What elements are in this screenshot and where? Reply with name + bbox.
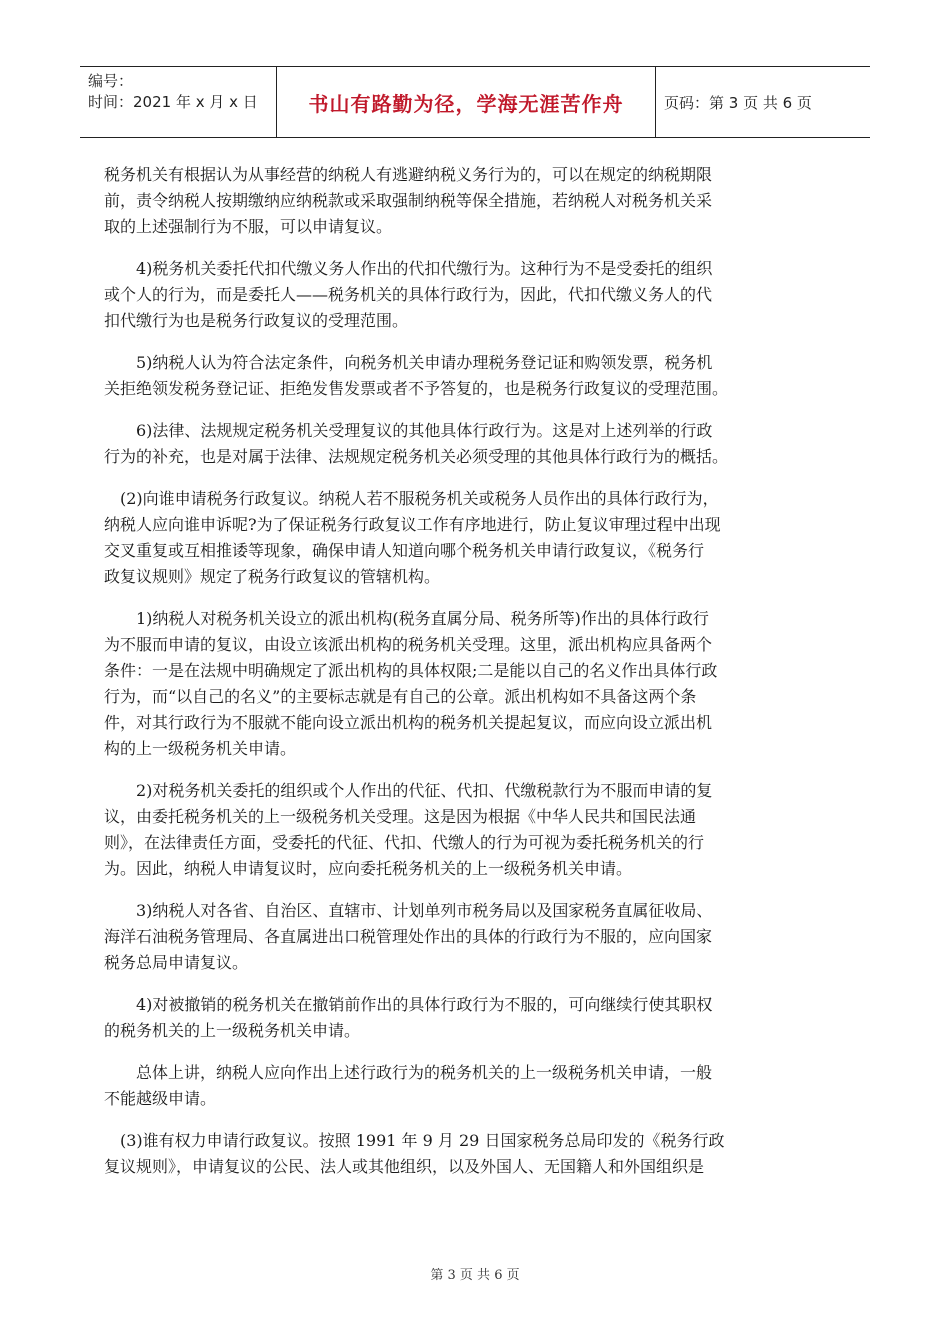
paragraph-line: 海洋石油税务管理局、各直属进出口税管理处作出的具体的行政行为不服的，应向国家	[104, 927, 713, 946]
paragraph	[104, 350, 844, 402]
paragraph-line: 行为，而“以自己的名义”的主要标志就是有自己的公章。派出机构如不具备这两个条	[104, 687, 697, 706]
paragraph-line: 行为的补充，也是对属于法律、法规规定税务机关必须受理的其他具体行政行为的概括。	[104, 447, 729, 466]
page-footer: 第 3 页 共 6 页	[430, 1268, 520, 1283]
paragraph	[104, 256, 844, 334]
paragraph-line: 则》，在法律责任方面，受委托的代征、代扣、代缴人的行为可视为委托税务机关的行	[104, 833, 705, 852]
paragraph-line: (2)向谁申请税务行政复议。纳税人若不服税务机关或税务人员作出的具体行政行为，	[104, 489, 719, 508]
paragraph	[104, 418, 844, 470]
paragraph-line: 复议规则》，申请复议的公民、法人或其他组织，以及外国人、无国籍人和外国组织是	[104, 1157, 705, 1176]
paragraph-line: 的税务机关的上一级税务机关申请。	[104, 1021, 361, 1040]
paragraph-line: 政复议规则》规定了税务行政复议的管辖机构。	[104, 567, 441, 586]
paragraph-line: 税务总局申请复议。	[104, 953, 249, 972]
header-motto: 书山有路勤为径，学海无涯苦作舟	[276, 67, 656, 137]
paragraph-line: 交叉重复或互相推诿等现象，确保申请人知道向哪个税务机关申请行政复议，《税务行	[104, 541, 705, 560]
paragraph	[104, 992, 844, 1044]
header-page-number: 页码：第 3 页 共 6 页	[664, 93, 812, 112]
paragraph	[104, 778, 844, 882]
paragraph-line: 关拒绝领发税务登记证、拒绝发售发票或者不予答复的，也是税务行政复议的受理范围。	[104, 379, 729, 398]
paragraph-line: 4)对被撤销的税务机关在撤销前作出的具体行政行为不服的，可向继续行使其职权	[104, 995, 713, 1014]
paragraph-line: 税务机关有根据认为从事经营的纳税人有逃避纳税义务行为的，可以在规定的纳税期限	[104, 165, 713, 184]
header-meta	[80, 67, 276, 137]
page-header	[80, 66, 870, 138]
paragraph-line: 总体上讲，纳税人应向作出上述行政行为的税务机关的上一级税务机关申请，一般	[104, 1063, 713, 1082]
paragraph-line: 6)法律、法规规定税务机关受理复议的其他具体行政行为。这是对上述列举的行政	[104, 421, 713, 440]
paragraph	[104, 162, 844, 240]
paragraph-line: 1)纳税人对税务机关设立的派出机构(税务直属分局、税务所等)作出的具体行政行	[104, 609, 709, 628]
paragraph	[104, 1128, 844, 1180]
paragraph	[104, 898, 844, 976]
paragraph-line: 不能越级申请。	[104, 1089, 217, 1108]
paragraph	[104, 486, 844, 590]
paragraph-line: 或个人的行为，而是委托人——税务机关的具体行政行为，因此，代扣代缴义务人的代	[104, 285, 713, 304]
paragraph-line: 为不服而申请的复议，由设立该派出机构的税务机关受理。这里，派出机构应具备两个	[104, 635, 713, 654]
number-label: 编号：	[88, 72, 134, 90]
paragraph	[104, 606, 844, 762]
paragraph-line: 件，对其行政行为不服就不能向设立派出机构的税务机关提起复议，而应向设立派出机	[104, 713, 713, 732]
paragraph-line: 扣代缴行为也是税务行政复议的受理范围。	[104, 311, 409, 330]
paragraph-line: 前，责令纳税人按期缴纳应纳税款或采取强制纳税等保全措施，若纳税人对税务机关采	[104, 191, 713, 210]
paragraph-line: 为。因此，纳税人申请复议时，应向委托税务机关的上一级税务机关申请。	[104, 859, 633, 878]
document-body	[104, 162, 844, 1196]
paragraph-line: 构的上一级税务机关申请。	[104, 739, 297, 758]
time-label: 时间：2021 年 x 月 x 日	[88, 93, 258, 111]
paragraph-line: 条件：一是在法规中明确规定了派出机构的具体权限;二是能以自己的名义作出具体行政	[104, 661, 718, 680]
paragraph-line: 2)对税务机关委托的组织或个人作出的代征、代扣、代缴税款行为不服而申请的复	[104, 781, 713, 800]
paragraph-line: 议，由委托税务机关的上一级税务机关受理。这是因为根据《中华人民共和国民法通	[104, 807, 697, 826]
paragraph-line: (3)谁有权力申请行政复议。按照 1991 年 9 月 29 日国家税务总局印发的《税务行政	[104, 1131, 725, 1150]
paragraph	[104, 1060, 844, 1112]
paragraph-line: 4)税务机关委托代扣代缴义务人作出的代扣代缴行为。这种行为不是受委托的组织	[104, 259, 713, 278]
paragraph-line: 纳税人应向谁申诉呢?为了保证税务行政复议工作有序地进行，防止复议审理过程中出现	[104, 515, 721, 534]
paragraph-line: 5)纳税人认为符合法定条件，向税务机关申请办理税务登记证和购领发票，税务机	[104, 353, 713, 372]
paragraph-line: 取的上述强制行为不服，可以申请复议。	[104, 217, 393, 236]
paragraph-line: 3)纳税人对各省、自治区、直辖市、计划单列市税务局以及国家税务直属征收局、	[104, 901, 713, 920]
